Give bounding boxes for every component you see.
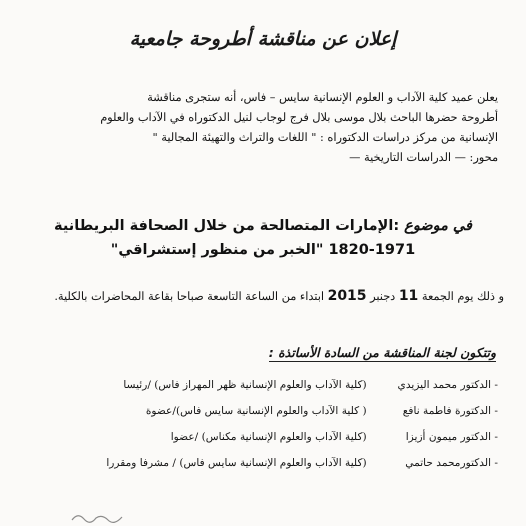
subject-line-2: 1820-1971 "الخبر من منظور إستشراقي" (110, 242, 416, 258)
committee-member (28, 424, 498, 450)
member-name: - الدكتورة فاطمة نافع (402, 405, 498, 417)
handwritten-mark (70, 510, 130, 524)
thesis-subject (0, 214, 526, 262)
date-month: دجنبر (370, 290, 396, 303)
subject-prefix: في موضوع (404, 218, 472, 234)
member-affiliation: (كلية الآداب والعلوم الإنسانية مكناس) /عضوا (170, 431, 367, 443)
member-affiliation: (كلية الآداب والعلوم الإنسانية سايس فاس) / مشرفا ومقررا (106, 457, 367, 469)
intro-line: الإنسانية من مركز دراسات الدكتوراه : " اللغات والتراث والتهيئة المجالية " (152, 131, 498, 144)
member-affiliation: (كلية الآداب والعلوم الإنسانية ظهر المهراز فاس) /رئيسا (123, 379, 367, 391)
defense-date-paragraph (20, 284, 504, 309)
announcement-title: إعلان عن مناقشة أطروحة جامعية (129, 28, 397, 50)
committee-member (28, 398, 498, 424)
committee-member (28, 450, 498, 476)
intro-paragraph (20, 88, 498, 168)
date-suffix: ابتداء من الساعة التاسعة صباحا بقاعة المحاضرات بالكلية. (54, 290, 324, 303)
date-prefix: و ذلك يوم الجمعة (421, 290, 504, 303)
intro-line: أطروحة حضرها الباحث بلال موسى بلال فرج لوجاب لنيل الدكتوراه في الآداب والعلوم (100, 111, 498, 124)
committee-member (28, 372, 498, 398)
member-name: - الدكتور محمد اليزيدي (397, 379, 498, 391)
date-year: 2015 (327, 288, 367, 304)
member-affiliation: ( كلية الآداب والعلوم الإنسانية سايس فاس)/عضوة (145, 405, 367, 417)
member-name: - الدكتورمحمد حاتمي (405, 457, 498, 469)
date-day: 11 (398, 288, 419, 304)
member-name: - الدكتور ميمون أزيزا (405, 431, 498, 443)
subject-title: :الإمارات المتصالحة من خلال الصحافة البريطانية (54, 218, 405, 234)
committee-list (28, 372, 498, 476)
subject-line-1 (0, 214, 526, 238)
committee-heading: وتتكون لجنة المناقشة من السادة الأساتذة : (268, 345, 496, 360)
intro-line: محور: — الدراسات التاريخية — (349, 151, 498, 164)
intro-line: يعلن عميد كلية الآداب و العلوم الإنسانية سايس – فاس، أنه ستجرى مناقشة (147, 91, 498, 104)
